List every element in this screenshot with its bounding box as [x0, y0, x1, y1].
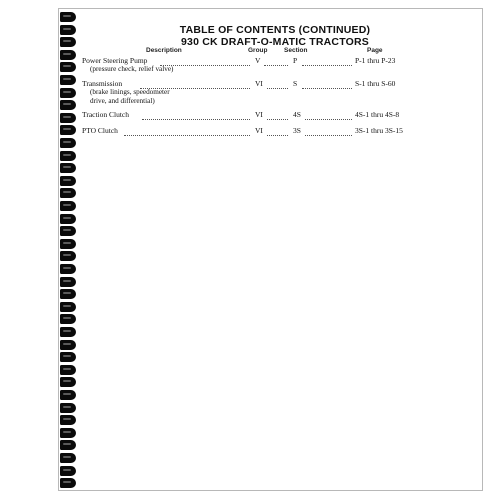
binding-ring [60, 340, 76, 350]
binding-ring [60, 377, 76, 387]
binding-ring [60, 415, 76, 425]
binding-ring [60, 113, 76, 123]
binding-ring [60, 125, 76, 135]
entry-group: VI [255, 79, 263, 88]
binding-ring [60, 201, 76, 211]
binding-ring [60, 214, 76, 224]
entry-subtopics: (brake linings, speedometer [90, 88, 170, 96]
binding-ring [60, 226, 76, 236]
entry-subtopics: (pressure check, relief valve) [90, 65, 174, 73]
column-header-group: Group [248, 47, 268, 54]
column-header-description: Description [146, 47, 182, 54]
binding-ring [60, 428, 76, 438]
leader-dots [142, 118, 250, 120]
binding-ring [60, 403, 76, 413]
entry-group: VI [255, 126, 263, 135]
binding-ring [60, 327, 76, 337]
binding-ring [60, 88, 76, 98]
entry-name: Power Steering Pump [82, 56, 148, 65]
entry-group: V [255, 56, 261, 65]
binding-ring [60, 289, 76, 299]
column-header-section: Section [284, 47, 308, 54]
entry-pages: 4S-1 thru 4S-8 [355, 110, 400, 119]
leader-dots [305, 118, 352, 120]
binding-ring [60, 314, 76, 324]
leader-dots [267, 87, 288, 89]
entry-pages: S-1 thru S-60 [355, 79, 396, 88]
binding-ring [60, 12, 76, 22]
binding-ring [60, 302, 76, 312]
toc-title: TABLE OF CONTENTS (CONTINUED) [179, 24, 371, 36]
entry-name: PTO Clutch [82, 126, 118, 135]
leader-dots [302, 64, 352, 66]
binding-ring [60, 478, 76, 488]
toc-subtitle: 930 CK DRAFT-O-MATIC TRACTORS [181, 36, 369, 48]
binding-ring [60, 50, 76, 60]
leader-dots [305, 134, 352, 136]
binding-ring [60, 277, 76, 287]
leader-dots [160, 64, 250, 66]
binding-ring [60, 62, 76, 72]
leader-dots [267, 118, 288, 120]
leader-dots [264, 64, 288, 66]
binding-ring [60, 466, 76, 476]
binding-ring [60, 37, 76, 47]
entry-name: Transmission [82, 79, 123, 88]
binding-ring [60, 176, 76, 186]
entry-section: 3S [293, 126, 301, 135]
leader-dots [302, 87, 352, 89]
comb-binding [60, 10, 76, 488]
binding-ring [60, 100, 76, 110]
entry-section: 4S [293, 110, 301, 119]
binding-ring [60, 453, 76, 463]
binding-ring [60, 365, 76, 375]
binding-ring [60, 390, 76, 400]
binding-ring [60, 25, 76, 35]
entry-pages: 3S-1 thru 3S-15 [355, 126, 403, 135]
binding-ring [60, 352, 76, 362]
binding-ring [60, 163, 76, 173]
entry-subtopics: drive, and differential) [90, 97, 155, 105]
binding-ring [60, 239, 76, 249]
binding-ring [60, 188, 76, 198]
entry-section: P [293, 56, 298, 65]
entry-group: VI [255, 110, 263, 119]
binding-ring [60, 138, 76, 148]
binding-ring [60, 264, 76, 274]
column-header-page: Page [367, 47, 383, 54]
binding-ring [60, 251, 76, 261]
binding-ring [60, 151, 76, 161]
binding-ring [60, 440, 76, 450]
leader-dots [267, 134, 288, 136]
entry-section: S [293, 79, 298, 88]
binding-ring [60, 75, 76, 85]
entry-pages: P-1 thru P-23 [355, 56, 396, 65]
leader-dots [124, 134, 250, 136]
entry-name: Traction Clutch [82, 110, 130, 119]
